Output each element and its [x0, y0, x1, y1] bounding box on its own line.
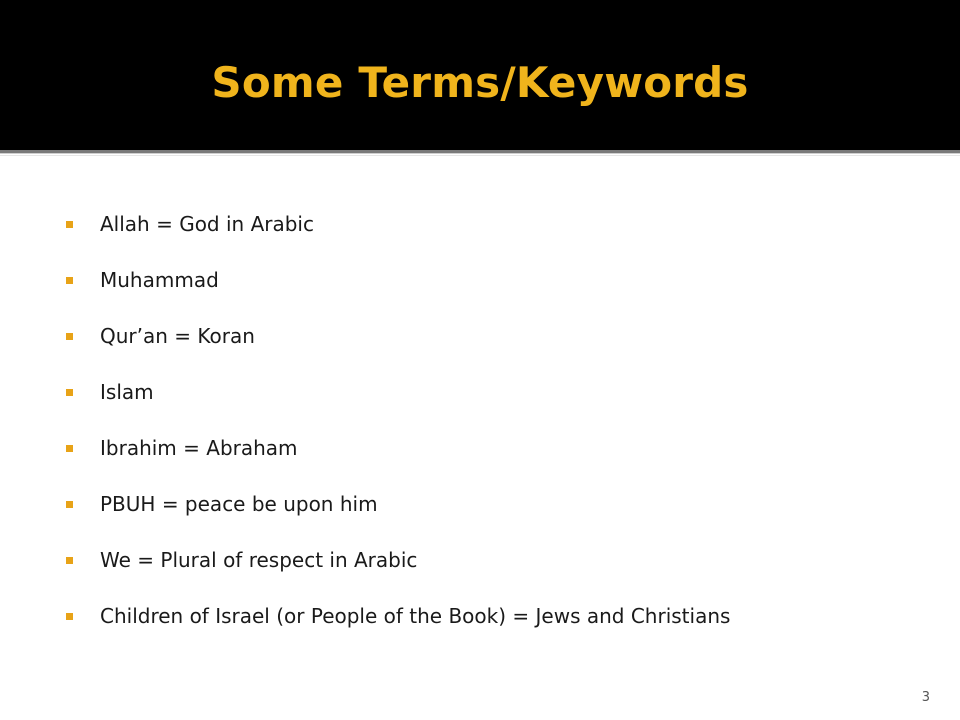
- slide-title: Some Terms/Keywords: [211, 57, 749, 107]
- list-item: [66, 476, 730, 532]
- bullet-text: Muhammad: [100, 268, 219, 292]
- list-item: [66, 308, 730, 364]
- bullet-text: Ibrahim = Abraham: [100, 436, 298, 460]
- title-divider-highlight: [0, 153, 960, 154]
- list-item: [66, 252, 730, 308]
- square-bullet-icon: [66, 613, 73, 620]
- square-bullet-icon: [66, 445, 73, 452]
- bullet-text: We = Plural of respect in Arabic: [100, 548, 418, 572]
- square-bullet-icon: [66, 557, 73, 564]
- list-item: [66, 588, 730, 644]
- bullet-text: Islam: [100, 380, 154, 404]
- square-bullet-icon: [66, 501, 73, 508]
- list-item: [66, 196, 730, 252]
- square-bullet-icon: [66, 333, 73, 340]
- square-bullet-icon: [66, 277, 73, 284]
- title-divider-shadow: [0, 155, 960, 156]
- square-bullet-icon: [66, 221, 73, 228]
- list-item: [66, 532, 730, 588]
- list-item: [66, 420, 730, 476]
- bullet-text: Allah = God in Arabic: [100, 212, 314, 236]
- square-bullet-icon: [66, 389, 73, 396]
- bullet-text: PBUH = peace be upon him: [100, 492, 378, 516]
- bullet-text: Children of Israel (or People of the Book) = Jews and Christians: [100, 604, 731, 628]
- bullet-text: Qur’an = Koran: [100, 324, 255, 348]
- bullet-list: [66, 196, 730, 644]
- list-item: [66, 364, 730, 420]
- page-number: 3: [921, 690, 930, 705]
